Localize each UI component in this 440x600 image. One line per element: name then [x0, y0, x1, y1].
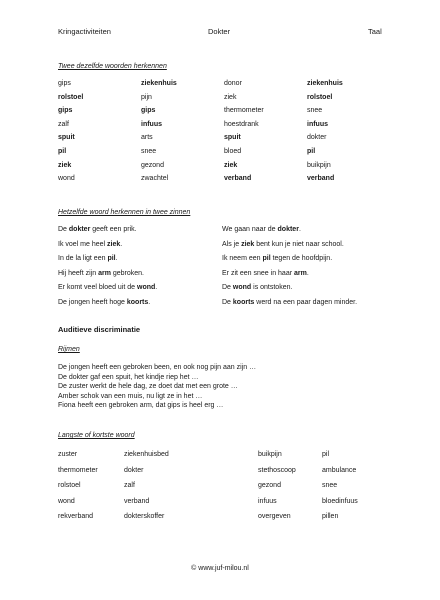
word-cell: buikpijn	[258, 451, 282, 458]
word-cell: wond	[58, 175, 75, 183]
rhyme-line: De dokter gaf een spuit, het kindje riep het …	[58, 373, 199, 381]
word-cell: infuus	[141, 120, 162, 128]
sentence-text: .	[148, 299, 151, 306]
word-cell: gezond	[141, 161, 164, 169]
sentence-line	[222, 241, 344, 248]
sentence-line	[222, 255, 332, 262]
sentence-line	[58, 299, 150, 306]
word-cell: pil	[58, 148, 67, 155]
word-cell: rekverband	[58, 513, 94, 521]
word-cell: zwachtel	[141, 175, 169, 183]
word-cell: pijn	[141, 93, 152, 101]
word-cell: rolstoel	[58, 482, 81, 490]
word-cell: ziek	[224, 161, 238, 169]
word-cell: snee	[141, 148, 157, 155]
sentence-text: Hij heeft zijn	[58, 269, 99, 277]
sentence-text: Ik neem een	[222, 255, 263, 263]
word-cell: wond	[58, 497, 75, 505]
sentence-text: .	[306, 269, 309, 277]
word-cell: stethoscoop	[258, 466, 296, 474]
sentence-line	[58, 255, 118, 262]
word-cell: infuus	[307, 120, 328, 128]
word-cell: pil	[307, 148, 316, 155]
sentence-text: Als je	[222, 240, 242, 248]
section3-title: Auditieve discriminatie	[58, 325, 141, 334]
sentence-text: We gaan naar de	[222, 226, 278, 233]
sentence-keyword: ziek	[107, 240, 121, 248]
sentence-text: De	[222, 299, 233, 306]
sentence-line	[58, 284, 157, 291]
word-cell: rolstoel	[307, 93, 333, 101]
sentence-text: is ontstoken.	[251, 284, 293, 292]
sentence-text: De	[58, 226, 69, 233]
word-cell: gezond	[258, 482, 281, 490]
sentence-text: .	[155, 284, 158, 292]
sentence-keyword: arm	[98, 269, 111, 277]
word-cell: ziekenhuis	[307, 80, 343, 87]
sentence-line	[222, 226, 301, 233]
word-cell: zalf	[124, 482, 135, 490]
word-cell: gips	[58, 80, 71, 87]
sentence-text: geeft een prik.	[90, 226, 137, 233]
word-cell: pillen	[322, 513, 339, 521]
sentence-keyword: pil	[107, 255, 116, 263]
word-cell: gips	[141, 107, 156, 115]
word-cell: dokter	[124, 466, 144, 474]
word-cell: ziek	[58, 161, 72, 169]
rhyme-line: De jongen heeft een gebroken been, en ook nog pijn aan zijn …	[58, 364, 257, 371]
sentence-keyword: dokter	[68, 226, 91, 233]
word-cell: snee	[307, 107, 323, 115]
word-cell: gips	[58, 107, 73, 115]
word-cell: dokter	[307, 134, 327, 142]
sentence-keyword: pil	[262, 255, 271, 263]
footer-copyright: © www.juf-milou.nl	[191, 565, 249, 572]
word-cell: infuus	[258, 497, 277, 505]
sentence-text: Er komt veel bloed uit de	[58, 284, 137, 292]
word-cell: verband	[224, 175, 252, 183]
sentence-text: De jongen heeft hoge	[58, 299, 127, 306]
sentence-keyword: dokter	[277, 226, 299, 233]
header-left: Kringactiviteiten	[58, 27, 111, 36]
word-cell: ziek	[224, 93, 237, 101]
sentence-text: Er zit een snee in haar	[222, 269, 294, 277]
word-cell: arts	[141, 134, 153, 142]
sentence-text: tegen de hoofdpijn.	[270, 255, 333, 263]
word-cell: ziekenhuisbed	[124, 451, 169, 458]
section4-title: Langste of kortste woord	[58, 432, 135, 439]
word-cell: zalf	[58, 120, 69, 128]
word-cell: verband	[124, 497, 150, 505]
sentence-keyword: wond	[137, 284, 156, 292]
header-center: Dokter	[208, 27, 231, 36]
word-cell: thermometer	[224, 107, 264, 115]
sentence-line	[222, 270, 309, 277]
sentence-keyword: koorts	[126, 299, 149, 306]
sentence-line	[222, 299, 357, 306]
section1-title: Twee dezelfde woorden herkennen	[58, 63, 167, 70]
word-cell: overgeven	[258, 513, 291, 521]
sentence-text: bent kun je niet naar school.	[254, 240, 344, 248]
sentence-text: .	[115, 255, 118, 263]
sentence-line	[222, 284, 292, 291]
word-cell: zuster	[58, 451, 78, 458]
word-cell: bloed	[224, 148, 242, 155]
word-cell: snee	[322, 482, 338, 490]
header-right: Taal	[368, 27, 382, 36]
sentence-text: Ik voel me heel	[58, 240, 108, 248]
word-cell: ambulance	[322, 466, 357, 474]
word-cell: bloedinfuus	[322, 497, 358, 505]
word-cell: rolstoel	[58, 93, 84, 101]
sentence-text: In de la ligt een	[58, 255, 108, 263]
section3-subtitle: Rijmen	[58, 346, 80, 353]
sentence-line	[58, 241, 122, 248]
sentence-line	[58, 270, 144, 277]
word-cell: spuit	[224, 134, 241, 142]
sentence-keyword: koorts	[232, 299, 255, 306]
rhyme-line: Amber schok van een muis, nu ligt ze in het …	[58, 392, 203, 400]
sentence-text: gebroken.	[110, 269, 145, 277]
sentence-line	[58, 226, 137, 233]
word-cell: hoestdrank	[224, 120, 259, 128]
sentence-keyword: wond	[232, 284, 252, 292]
word-cell: pil	[322, 451, 330, 458]
rhyme-line: De zuster werkt de hele dag, ze doet dat met een grote …	[58, 383, 238, 391]
sentence-keyword: ziek	[241, 240, 255, 248]
word-cell: spuit	[58, 134, 75, 142]
sentence-text: werd na een paar dagen minder.	[254, 299, 358, 306]
word-cell: donor	[224, 80, 242, 87]
rhyme-line: Fiona heeft een gebroken arm, dat gips is heel erg …	[58, 402, 224, 410]
word-cell: thermometer	[58, 466, 98, 474]
sentence-keyword: arm	[294, 269, 307, 277]
word-cell: buikpijn	[307, 161, 331, 169]
sentence-text: De	[222, 284, 233, 292]
word-cell: ziekenhuis	[141, 80, 177, 87]
sentence-text: .	[298, 226, 301, 233]
section2-title: Hetzelfde woord herkennen in twee zinnen	[58, 209, 191, 216]
sentence-text: .	[120, 240, 123, 248]
word-cell: dokterskoffer	[124, 513, 165, 521]
word-cell: verband	[307, 175, 335, 183]
